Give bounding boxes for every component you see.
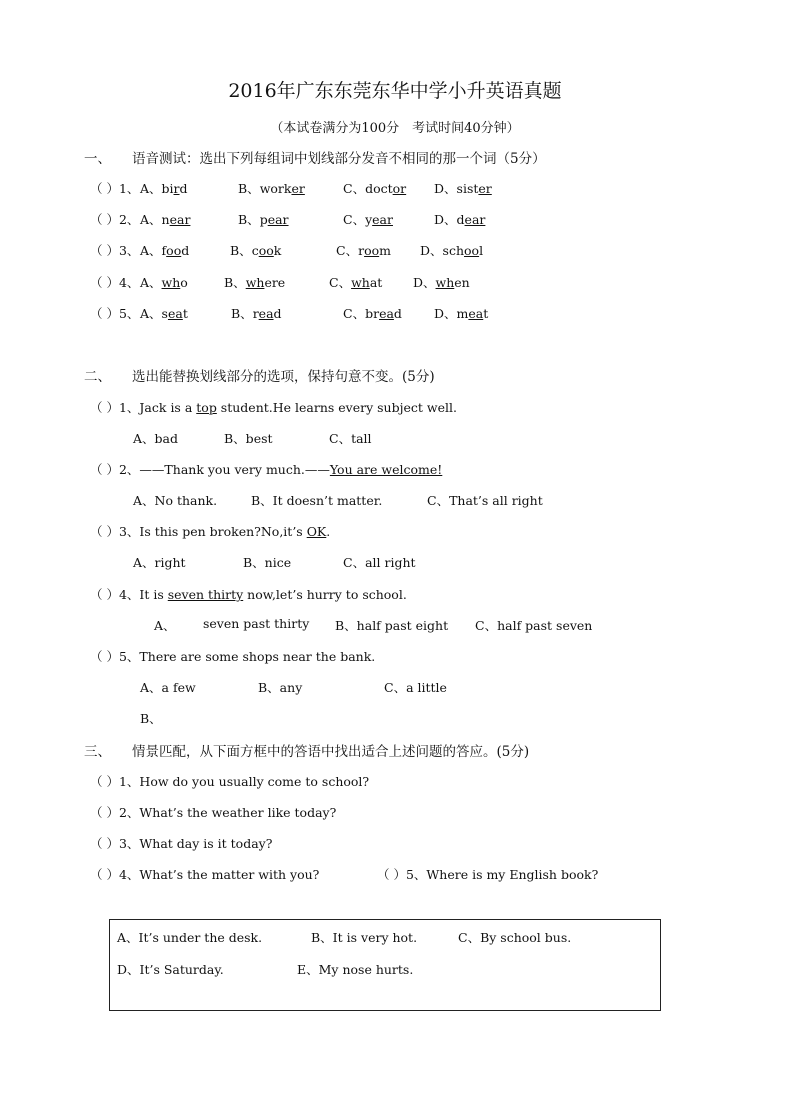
s2-q3-option-c: C、all right: [343, 555, 416, 570]
s1-q4-option-c: C、what: [329, 275, 383, 290]
s1-q2-option-c: C、year: [343, 212, 393, 227]
s2-question-3: （ ）3、Is this pen broken?No,it’s OK.: [90, 524, 331, 539]
s1-question-4-prefix: （ ）4、: [90, 275, 140, 290]
answer-e: E、My nose hurts.: [297, 962, 414, 977]
section-3-number: 三、: [84, 744, 111, 760]
s2-q4-option-b: B、half past eight: [335, 618, 449, 633]
s2-q1-option-b: B、best: [224, 431, 273, 446]
s2-q4-option-a-label: A、: [154, 618, 176, 633]
s1-q1-option-b: B、worker: [238, 181, 305, 196]
s1-q5-option-d: D、meat: [434, 306, 489, 321]
page-subtitle: （本试卷满分为100分 考试时间40分钟）: [270, 121, 520, 136]
s1-q2-option-a: A、near: [140, 212, 191, 227]
s1-q1-option-c: C、doctor: [343, 181, 407, 196]
s1-q3-option-c: C、room: [336, 243, 391, 258]
s1-q3-option-b: B、cook: [230, 243, 282, 258]
s2-q2-option-c: C、That’s all right: [427, 493, 543, 508]
s1-q3-option-d: D、school: [420, 243, 484, 258]
s2-q1-option-c: C、tall: [329, 431, 372, 446]
s1-q2-option-b: B、pear: [238, 212, 289, 227]
section-1-number: 一、: [84, 151, 111, 167]
s2-question-1: （ ）1、Jack is a top student.He learns every subject well.: [90, 400, 457, 415]
answer-b: B、It is very hot.: [311, 930, 418, 945]
answer-a: A、It’s under the desk.: [117, 930, 263, 945]
s2-q2-option-a: A、No thank.: [133, 493, 218, 508]
s2-q2-option-b: B、It doesn’t matter.: [251, 493, 383, 508]
section-2-number: 二、: [84, 369, 111, 385]
s1-question-1-prefix: （ ）1、: [90, 181, 140, 196]
s2-question-4: （ ）4、It is seven thirty now,let’s hurry to school.: [90, 587, 407, 602]
s1-q4-option-a: A、who: [140, 275, 188, 290]
s1-q4-option-b: B、where: [224, 275, 286, 290]
s2-q3-option-b: B、nice: [243, 555, 292, 570]
s3-question-4: （ ）4、What’s the matter with you?: [90, 867, 320, 882]
s1-q3-option-a: A、food: [140, 243, 190, 258]
s1-q4-option-d: D、when: [413, 275, 470, 290]
s2-question-5: （ ）5、There are some shops near the bank.: [90, 649, 376, 664]
s1-q5-option-a: A、seat: [140, 306, 188, 321]
s3-question-3: （ ）3、What day is it today?: [90, 836, 273, 851]
s2-q4-option-a-text: seven past thirty: [203, 616, 310, 631]
s1-q5-option-b: B、read: [231, 306, 282, 321]
page-title: 2016年广东东莞东华中学小升英语真题: [228, 80, 562, 102]
section-3-heading: 情景匹配，从下面方框中的答语中找出适合上述问题的答应。(5分): [132, 744, 530, 760]
s3-question-2: （ ）2、What’s the weather like today?: [90, 805, 337, 820]
s2-question-2: （ ）2、——Thank you very much.——You are welcome!: [90, 462, 443, 477]
answer-c: C、By school bus.: [458, 930, 572, 945]
s2-q4-option-c: C、half past seven: [475, 618, 593, 633]
s1-q5-option-c: C、bread: [343, 306, 402, 321]
s1-q1-option-a: A、bird: [140, 181, 188, 196]
s1-question-5-prefix: （ ）5、: [90, 306, 140, 321]
s1-q2-option-d: D、dear: [434, 212, 486, 227]
s2-q5-option-b: B、any: [258, 680, 303, 695]
answer-d: D、It’s Saturday.: [117, 962, 224, 977]
s2-q5-extra: B、: [140, 711, 162, 726]
s2-q5-option-a: A、a few: [140, 680, 196, 695]
s1-question-2-prefix: （ ）2、: [90, 212, 140, 227]
s3-question-5: （ ）5、Where is my English book?: [377, 867, 599, 882]
section-1-heading: 语音测试：选出下列每组词中划线部分发音不相同的那一个词（5分）: [132, 151, 546, 167]
s3-question-1: （ ）1、How do you usually come to school?: [90, 774, 370, 789]
s1-q1-option-d: D、sister: [434, 181, 492, 196]
s2-q1-option-a: A、bad: [133, 431, 178, 446]
s2-q3-option-a: A、right: [133, 555, 186, 570]
section-2-heading: 选出能替换划线部分的选项，保持句意不变。(5分): [132, 369, 435, 385]
s2-q5-option-c: C、a little: [384, 680, 447, 695]
s1-question-3-prefix: （ ）3、: [90, 243, 140, 258]
